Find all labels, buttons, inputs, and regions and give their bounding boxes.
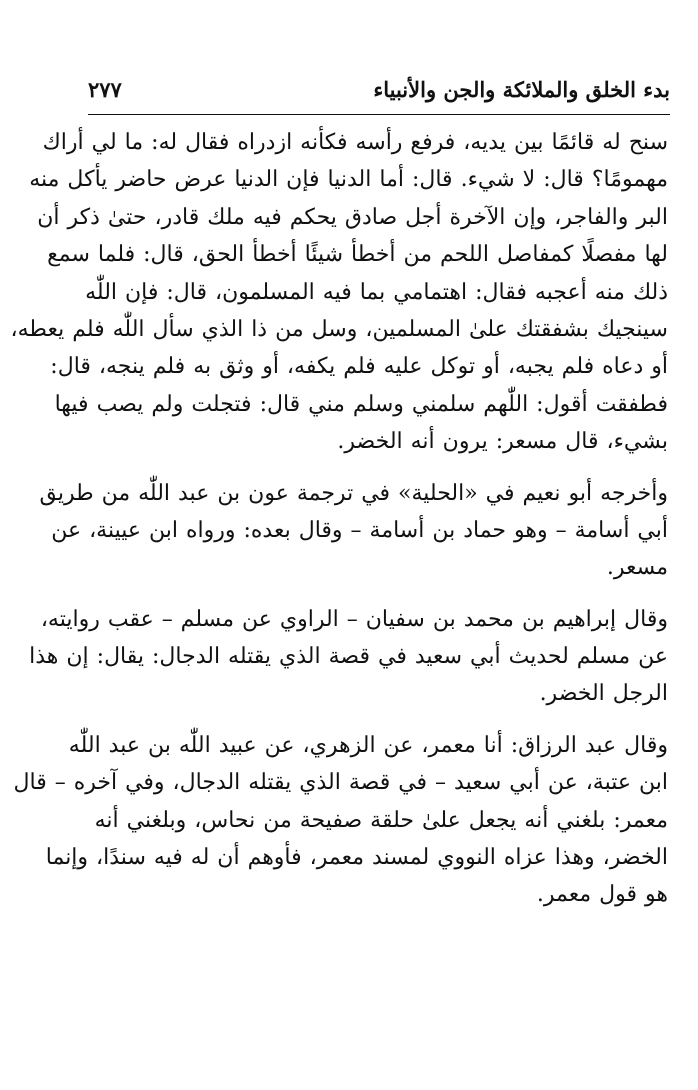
paragraph-2 xyxy=(39,475,668,587)
text-line: وأخرجه أبو نعيم في «الحلية» في ترجمة عون بن عبد اللّٰه من طريق xyxy=(39,480,668,506)
paragraph-1 xyxy=(10,124,668,461)
text-line: هو قول معمر. xyxy=(536,882,668,908)
paragraph-3 xyxy=(29,601,668,713)
running-title: بدء الخلق والملائكة والجن والأنبياء xyxy=(373,76,670,102)
text-line: سنح له قائمًا بين يديه، فرفع رأسه فكأنه ازدراه فقال له: ما لي أراك xyxy=(42,130,668,155)
text-line: لها مفصلًا كمفاصل اللحم من أخطأ شيئًا أخطأ الحق، قال: فلما سمع xyxy=(47,242,668,268)
text-line: مسعر. xyxy=(606,555,668,581)
text-line: وقال عبد الرزاق: أنا معمر، عن الزهري، عن عبيد اللّٰه بن عبد اللّٰه xyxy=(68,732,668,758)
page-number: ٢٧٧ xyxy=(88,76,122,102)
text-line: وقال إبراهيم بن محمد بن سفيان – الراوي عن مسلم – عقب روايته، xyxy=(40,606,668,632)
header-divider xyxy=(88,114,670,115)
text-line: أبي أسامة – وهو حماد بن أسامة – وقال بعده: ورواه ابن عيينة، عن xyxy=(51,517,668,543)
text-line: الرجل الخضر. xyxy=(539,681,668,707)
text-line: سينجيك بشفقتك علىٰ المسلمين، وسل من ذا الذي سأل اللّٰه فلم يعطه، xyxy=(10,316,668,342)
text-line: عن مسلم لحديث أبي سعيد في قصة الذي يقتله الدجال: يقال: إن هذا xyxy=(29,644,668,670)
page-body xyxy=(10,124,668,914)
text-line: معمر: بلغني أنه يجعل علىٰ حلقة صفيحة من نحاس، وبلغني أنه xyxy=(94,807,668,833)
text-line: بشيء، قال مسعر: يرون أنه الخضر. xyxy=(337,429,668,455)
text-line: البر والفاجر، وإن الآخرة أجل صادق يحكم فيه ملك قادر، حتىٰ ذكر أن xyxy=(37,204,668,230)
text-line: مهمومًا؟ قال: لا شيء. قال: أما الدنيا فإن الدنيا عرض حاضر يأكل منه xyxy=(29,167,668,193)
text-line: ابن عتبة، عن أبي سعيد – في قصة الذي يقتله الدجال، وفي آخره – قال xyxy=(13,770,668,796)
text-line: الخضر، وهذا عزاه النووي لمسند معمر، فأوهم أن له فيه سندًا، وإنما xyxy=(45,845,668,871)
text-line: فطفقت أقول: اللّٰهم سلمني وسلم مني قال: فتجلت ولم يصب فيها xyxy=(54,391,668,417)
page-header xyxy=(88,72,670,106)
text-line: أو دعاه فلم يجبه، أو توكل عليه فلم يكفه، أو وثق به فلم ينجه، قال: xyxy=(50,354,668,380)
text-line: ذلك منه أعجبه فقال: اهتمامي بما فيه المسلمون، قال: فإن اللّٰه xyxy=(85,279,668,305)
paragraph-4 xyxy=(13,727,668,914)
